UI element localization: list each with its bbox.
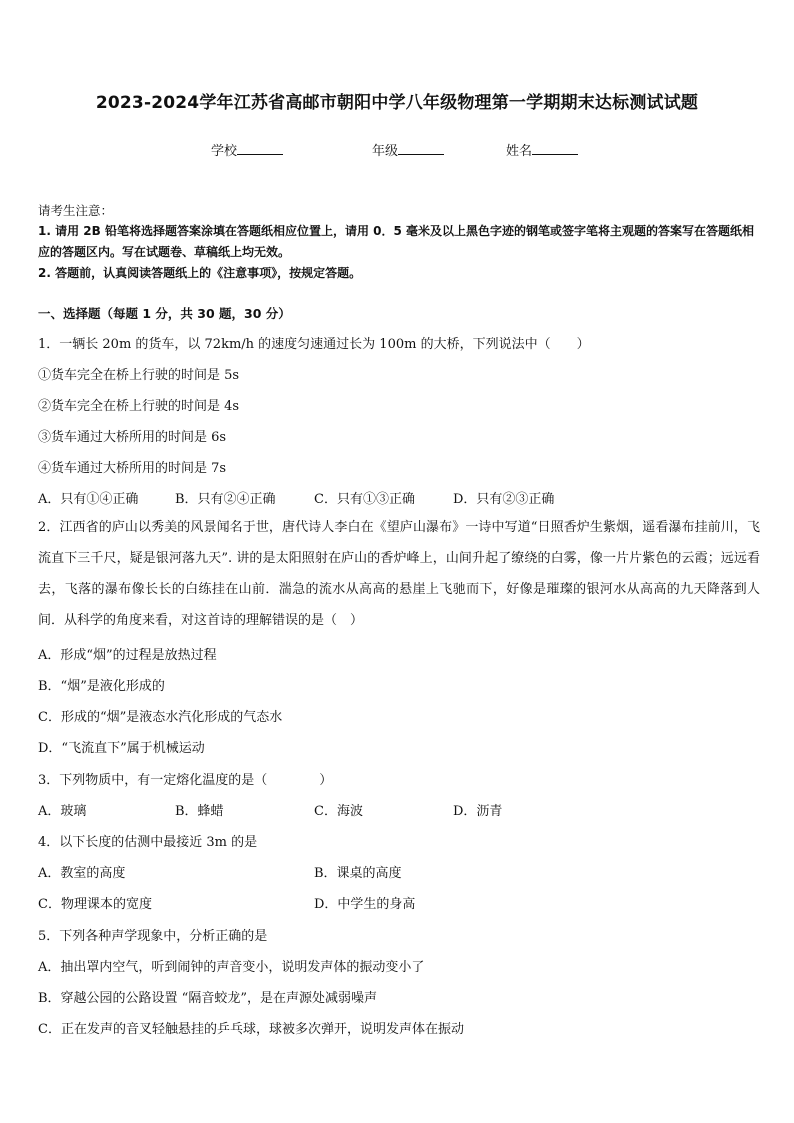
grade-label: 年级 — [372, 144, 399, 159]
q5-option-c: C．正在发声的音叉轻触悬挂的乒乓球，球被多次弹开，说明发声体在振动 — [38, 1022, 464, 1037]
q4-option-d: D．中学生的身高 — [314, 897, 416, 912]
q2-option-c: C．形成的“烟”是液态水汽化形成的气态水 — [38, 710, 283, 725]
notice-block — [38, 200, 764, 284]
q1-option-b: B．只有②④正确 — [175, 492, 276, 507]
q2-stem: 2．江西省的庐山以秀美的风景闻名于世，唐代诗人李白在《望庐山瀑布》一诗中写道“日照香炉生紫烟，遥看瀑布挂前川，飞流直下三千尺，疑是银河落九天”. 讲的是太阳照射在庐山的香炉峰上，山间升起了缭绕的白雾，像一片片紫色的云霞；远远看去，飞落的瀑布像长长的白练挂在山前．湍急的流水从高高的悬崖上飞驰而下，好像是璀璨的银河水从高高的九天降落到人间．从科学的角度来看，对这首诗的理解错误的是（ ） — [38, 520, 760, 628]
q4-option-c: C．物理课本的宽度 — [38, 897, 152, 912]
school-label: 学校 — [211, 144, 238, 159]
q1-option-d: D．只有②③正确 — [453, 492, 555, 507]
q3-option-d: D．沥青 — [453, 804, 503, 819]
q2-option-b: B．“烟”是液化形成的 — [38, 679, 165, 694]
q3-stem: 3．下列物质中，有一定熔化温度的是（ ） — [38, 773, 333, 788]
q1-stem: 1．一辆长 20m 的货车，以 72km/h 的速度匀速通过长为 100m 的大桥，下列说法中（ ） — [38, 337, 590, 352]
notice-heading: 请考生注意： — [38, 203, 114, 218]
grade-blank — [398, 142, 444, 155]
q1-statement-1: ①货车完全在桥上行驶的时间是 5s — [38, 368, 240, 383]
notice-item-2: 2. 答题前，认真阅读答题纸上的《注意事项》，按规定答题。 — [38, 266, 362, 280]
q4-stem: 4．以下长度的估测中最接近 3m 的是 — [38, 835, 258, 850]
q1-option-c: C．只有①③正确 — [314, 492, 415, 507]
q2-option-d: D．“飞流直下”属于机械运动 — [38, 741, 205, 756]
name-field — [506, 140, 578, 159]
q3-option-a: A．玻璃 — [38, 804, 87, 819]
name-label: 姓名 — [506, 144, 533, 159]
q1-statement-3: ③货车通过大桥所用的时间是 6s — [38, 430, 227, 445]
q4-option-b: B．课桌的高度 — [314, 866, 402, 881]
q5-option-a: A．抽出罩内空气，听到闹钟的声音变小，说明发声体的振动变小了 — [38, 960, 425, 975]
q3-option-c: C．海波 — [314, 804, 363, 819]
q5-stem: 5．下列各种声学现象中，分析正确的是 — [38, 929, 268, 944]
q5-option-b: B．穿越公园的公路设置 “隔音蛟龙”，是在声源处减弱噪声 — [38, 991, 377, 1006]
school-field — [211, 140, 283, 159]
school-blank — [237, 142, 283, 155]
section-heading: 一、选择题（每题 1 分，共 30 题，30 分） — [38, 306, 291, 321]
q1-statement-2: ②货车完全在桥上行驶的时间是 4s — [38, 399, 240, 414]
q1-statement-4: ④货车通过大桥所用的时间是 7s — [38, 461, 227, 476]
exam-title: 2023-2024学年江苏省高邮市朝阳中学八年级物理第一学期期末达标测试试题 — [95, 93, 699, 113]
notice-item-1: 1. 请用 2B 铅笔将选择题答案涂填在答题纸相应位置上，请用 0．5 毫米及以上黑色字迹的钢笔或签字笔将主观题的答案写在答题纸相应的答题区内。写在试题卷、草稿纸上均无效。 — [38, 224, 754, 259]
q1-option-a: A．只有①④正确 — [38, 492, 139, 507]
name-blank — [532, 142, 578, 155]
q4-option-a: A．教室的高度 — [38, 866, 126, 881]
q2-option-a: A．形成“烟”的过程是放热过程 — [38, 648, 217, 663]
q3-option-b: B．蜂蜡 — [175, 804, 224, 819]
grade-field — [372, 140, 444, 159]
